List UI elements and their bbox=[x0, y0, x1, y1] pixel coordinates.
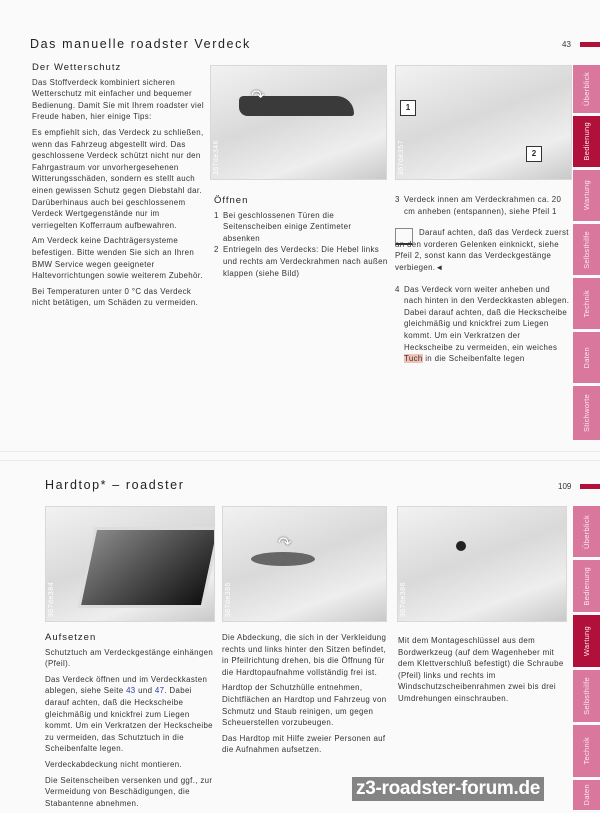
tab-label: Bedienung bbox=[582, 122, 591, 161]
list-item bbox=[214, 210, 390, 245]
list-item bbox=[214, 244, 390, 279]
photo-windshield-frame bbox=[397, 506, 567, 622]
tab-bedienung[interactable] bbox=[573, 560, 600, 612]
paragraph: Hardtop der Schutzhülle entnehmen, Dichtflächen an Hardtop und Fahrzeug von Schmutz und Staub reinigen, um gegen Scheuerstellen vorzubeugen. bbox=[222, 683, 387, 728]
step-text: in die Scheibenfalte legen bbox=[422, 354, 525, 364]
photo-hardtop-window bbox=[45, 506, 215, 622]
curved-arrow-icon: ↷ bbox=[251, 88, 265, 105]
watermark: z3-roadster-forum.de bbox=[352, 777, 544, 801]
paragraph: Verdeckabdeckung nicht montieren. bbox=[45, 759, 183, 769]
page-marker-bar bbox=[580, 42, 600, 47]
step-number: 2 bbox=[214, 245, 219, 255]
curved-arrow-icon: ↷ bbox=[278, 535, 292, 552]
image-code: 367de386 bbox=[400, 581, 407, 617]
page-title: Hardtop* – roadster bbox=[45, 478, 185, 492]
tab-label: Bedienung bbox=[582, 566, 591, 606]
photo-roof-frame bbox=[395, 65, 572, 180]
tab-wartung[interactable] bbox=[573, 615, 600, 667]
tab-label: Überblick bbox=[582, 514, 591, 549]
image-code: 367de385 bbox=[225, 581, 232, 617]
paragraph: Das Hardtop mit Hilfe zweier Personen auf die Aufnahmen aufsetzen. bbox=[222, 733, 386, 755]
section-heading: Öffnen bbox=[214, 195, 249, 206]
cover-opening-shape bbox=[251, 552, 315, 566]
paragraph: Mit dem Montageschlüssel aus dem Bordwerkzeug (auf dem Wagenheber mit dem Klettverschluß befestigt) die Schraube (Pfeil) links und rechts im Windschutzscheibenrahmen zwei bis drei Umdrehungen einschrauben. bbox=[398, 636, 564, 703]
page-title: Das manuelle roadster Verdeck bbox=[30, 37, 251, 51]
rear-window-shape bbox=[77, 527, 215, 608]
tab-label: Technik bbox=[582, 737, 591, 765]
tab-wartung[interactable] bbox=[573, 170, 600, 221]
page-link-43[interactable]: 43 bbox=[126, 686, 136, 696]
text: . Dabei darauf achten, daß die Heckscheibe gleichmäßig und knickfrei zum Liegen kommt. Um ein Verkratzen der Heckscheibe zu vermeiden, das Schutztuch in die Scheibenfalte legen. bbox=[45, 686, 213, 754]
step-number: 3 bbox=[395, 195, 400, 204]
section-heading: Der Wetterschutz bbox=[32, 62, 122, 73]
tab-label: Selbsthilfe bbox=[582, 677, 591, 715]
page-link-47[interactable]: 47 bbox=[154, 686, 165, 696]
paragraph: Die Abdeckung, die sich in der Verkleidung rechts und links hinter den Sitzen befindet, in Pfeilrichtung drehen, bis die Öffnung für die Hardtopaufnahme vollständig frei ist. bbox=[222, 633, 387, 677]
step-number: 4 bbox=[395, 284, 400, 294]
tab-bedienung[interactable] bbox=[573, 116, 600, 167]
page-separator bbox=[0, 460, 600, 461]
tab-daten[interactable] bbox=[573, 780, 600, 810]
list-item bbox=[395, 194, 570, 217]
image-code: 367de357 bbox=[398, 139, 405, 175]
photo-cover bbox=[222, 506, 387, 622]
tab-label: Wartung bbox=[582, 180, 591, 211]
step-number: 1 bbox=[214, 210, 219, 220]
tab-stichworte[interactable] bbox=[573, 386, 600, 440]
tab-selbsthilfe[interactable] bbox=[573, 670, 600, 722]
paragraph bbox=[45, 674, 217, 755]
tab-technik[interactable] bbox=[573, 725, 600, 777]
page-number: 109 bbox=[558, 482, 572, 491]
arrow-1-icon: 1 bbox=[400, 100, 416, 116]
paragraph: Schutztuch am Verdeckgestänge einhängen (Pfeil). bbox=[45, 647, 214, 669]
step-text: Das Verdeck vorn weiter anheben und nach hinten in den Verdeckkasten ablegen. bbox=[404, 284, 570, 306]
photo-lever bbox=[210, 65, 387, 180]
paragraph: Bei Temperaturen unter 0 °C das Verdeck nicht betätigen, um Schäden zu vermeiden. bbox=[32, 286, 199, 308]
highlighted-word: Tuch bbox=[404, 354, 423, 364]
arrow-2-icon: 2 bbox=[526, 146, 542, 162]
page-separator bbox=[0, 451, 600, 452]
tab-selbsthilfe[interactable] bbox=[573, 224, 600, 275]
step-text: Dabei darauf achten, daß die Heckscheibe gleichmäßig und knickfrei zum Liegen kommt. Um ein Verkratzen der Heckscheibe zu vermeiden, ein weiches bbox=[404, 307, 568, 352]
tab-label: Daten bbox=[582, 346, 591, 369]
tab-ueberblick[interactable] bbox=[573, 65, 600, 113]
tab-ueberblick[interactable] bbox=[573, 506, 600, 557]
tab-label: Stichworte bbox=[582, 393, 591, 432]
text: Das Verdeck öffnen und im Verdeckkasten ablegen, siehe Seite bbox=[45, 674, 208, 696]
column-steps bbox=[395, 194, 570, 365]
column-montage bbox=[398, 635, 566, 709]
column-oeffnen bbox=[214, 195, 390, 279]
tab-label: Überblick bbox=[582, 72, 591, 106]
screw-shape bbox=[456, 541, 466, 551]
text: und bbox=[135, 686, 155, 696]
tab-label: Wartung bbox=[582, 625, 591, 657]
paragraph: Das Stoffverdeck kombiniert sicheren Wetterschutz mit einfacher und bequemer Bedienung. Damit Sie mit Ihrem roadster viel Freude haben, hier einige Tips: bbox=[32, 77, 204, 122]
step-text: Bei geschlossenen Türen die Seitenscheiben einige Zentimeter absenken bbox=[223, 210, 352, 243]
paragraph: Am Verdeck keine Dachträgersysteme befestigen. Bitte wenden Sie sich an Ihren BMW Service wegen geeigneter Haltevorrichtungen sowie weiterem Zubehör. bbox=[32, 236, 203, 281]
tab-technik[interactable] bbox=[573, 278, 600, 329]
image-code: 367de346 bbox=[213, 139, 220, 175]
column-wetterschutz bbox=[32, 62, 204, 313]
column-aufsetzen bbox=[45, 632, 217, 813]
page-marker-bar bbox=[580, 484, 600, 489]
step-text: Entriegeln des Verdecks: Die Hebel links und rechts am Verdeckrahmen nach außen klappen (siehe Bild) bbox=[223, 245, 388, 278]
tab-label: Daten bbox=[582, 784, 591, 806]
section-heading: Aufsetzen bbox=[45, 632, 97, 643]
note-text: Darauf achten, daß das Verdeck zuerst an den vorderen Gelenken einknickt, siehe Pfeil 2, sonst kann das Verdeckgestänge verbiegen.◄ bbox=[395, 228, 569, 272]
tab-daten[interactable] bbox=[573, 332, 600, 383]
list-item bbox=[395, 284, 570, 365]
tab-label: Technik bbox=[582, 289, 591, 318]
column-abdeckung bbox=[222, 632, 390, 760]
note-block bbox=[395, 227, 570, 273]
page-number: 43 bbox=[562, 40, 571, 49]
step-text: Verdeck innen am Verdeckrahmen ca. 20 cm anheben (entspannen), siehe Pfeil 1 bbox=[404, 195, 562, 216]
paragraph: Die Seitenscheiben versenken und ggf., zur Vermeidung von Beschädigungen, die Stabantenne abnehmen. bbox=[45, 775, 213, 808]
tab-label: Selbsthilfe bbox=[582, 230, 591, 269]
note-triangle-icon bbox=[395, 228, 413, 245]
paragraph: Es empfiehlt sich, das Verdeck zu schließen, wenn das Fahrzeug abgestellt wird. Das geschlossene Verdeck schützt nicht nur den Fahrgastraum vor unvorhergesehenen Witterungsschäden, sondern es stellt auch einen gewissen Schutz gegen Diebstahl dar. Darüberhinaus auch bei geschlossenem Verdeck Wertgegenstände nur im verriegelten Kofferraum aufbewahren. bbox=[32, 127, 204, 230]
image-code: 367de384 bbox=[48, 581, 55, 617]
